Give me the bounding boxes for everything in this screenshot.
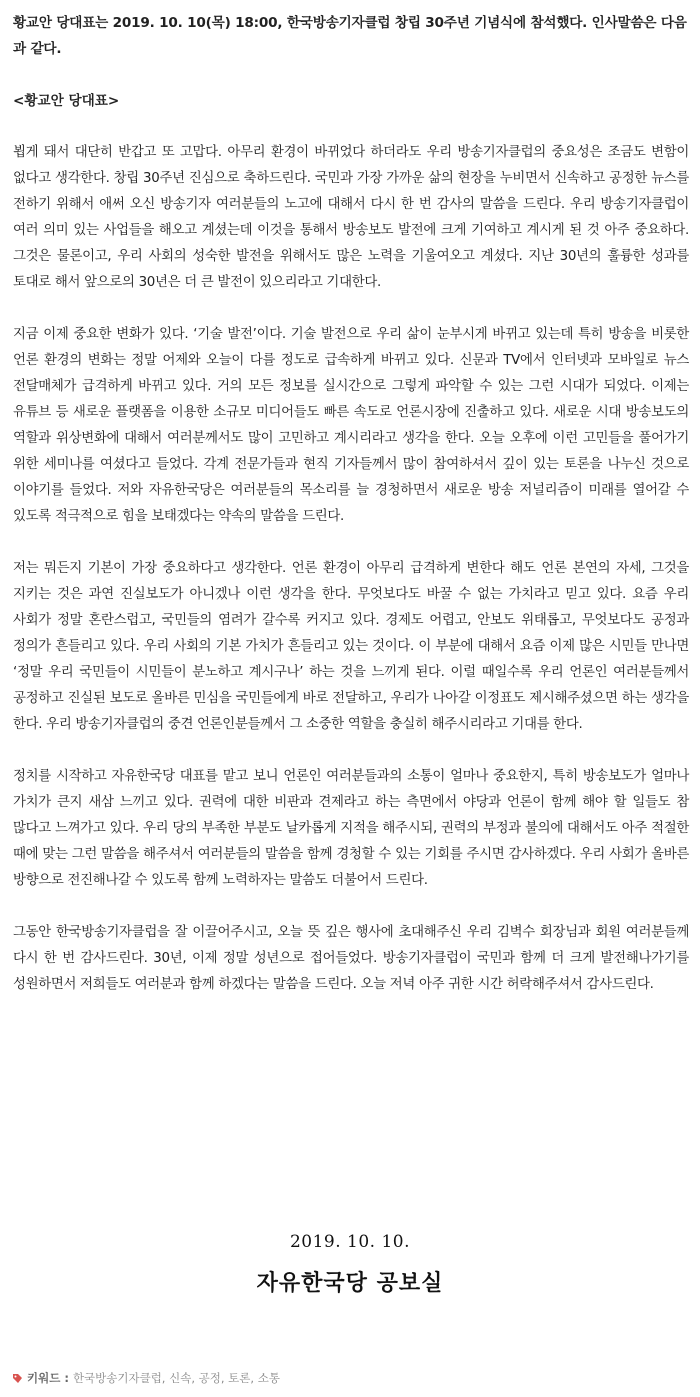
speech-paragraph-5: 그동안 한국방송기자클럽을 잘 이끌어주시고, 오늘 뜻 깊은 행사에 초대해주신 우리 김벽수 회장님과 회원 여러분들께 다시 한 번 감사드린다. 30년, 이제 정말 성년으로 접어들었다. 방송기자클럽이 국민과 함께 더 크게 발전해나가기를 성원하면서 저희들도 여러분과 함께 하겠다는 말씀을 드린다. 오늘 저녁 아주 귀한 시간 허락해주셔서 감사드린다. (13, 925, 689, 992)
keywords-label: 키워드 : (27, 1371, 69, 1385)
issuing-office: 자유한국당 공보실 (256, 1271, 444, 1296)
speech-paragraph-4: 정치를 시작하고 자유한국당 대표를 맡고 보니 언론인 여러분들과의 소통이 얼마나 중요한지, 특히 방송보도가 얼마나 가치가 큰지 새삼 느끼고 있다. 권력에 대한 비판과 견제라고 하는 측면에서 야당과 언론이 함께 해야 할 일들도 참 많다고 느껴가고 있다. 우리 당의 부족한 부분도 날카롭게 지적을 해주시되, 권력의 부정과 불의에 대해서도 아주 적절한 때에 맞는 그런 말씀을 해주셔서 여러분들의 말씀을 함께 경청할 수 있는 기회를 주시면 감사하겠다. 우리 사회가 올바른 방향으로 전진해나갈 수 있도록 함께 노력하자는 말씀도 더불어서 드린다. (13, 769, 689, 888)
keywords-row (12, 1370, 280, 1386)
press-release-body (13, 10, 689, 998)
intro-text: 황교안 당대표는 2019. 10. 10(목) 18:00, 한국방송기자클럽 창립 30주년 기념식에 참석했다. 인사말씀은 다음과 같다. (13, 15, 687, 57)
speech-paragraph-2: 지금 이제 중요한 변화가 있다. ‘기술 발전’이다. 기술 발전으로 우리 삶이 눈부시게 바뀌고 있는데 특히 방송을 비롯한 언론 환경의 변화는 정말 어제와 오늘이 다를 정도로 급속하게 바뀌고 있다. 신문과 TV에서 인터넷과 모바일로 뉴스 전달매체가 급격하게 바뀌고 있다. 거의 모든 정보를 실시간으로 그렇게 파악할 수 있는 그런 시대가 되었다. 이제는 유튜브 등 새로운 플랫폼을 이용한 소규모 미디어들도 빠른 속도로 언론시장에 진출하고 있다. 새로운 시대 방송보도의 역할과 위상변화에 대해서 여러분께서도 많이 고민하고 계시리라고 생각을 한다. 오늘 오후에 이런 고민들을 풀어가기 위한 세미나를 여셨다고 들었다. 각계 전문가들과 현직 기자들께서 많이 참여하셔서 깊이 있는 토론을 나누신 것으로 이야기를 들었다. 저와 자유한국당은 여러분들의 목소리를 늘 경청하면서 새로운 방송 저널리즘이 미래를 열어갈 수 있도록 적극적으로 힘을 보태겠다는 약속의 말씀을 드린다. (13, 327, 689, 524)
speech-paragraph-3: 저는 뭐든지 기본이 가장 중요하다고 생각한다. 언론 환경이 아무리 급격하게 변한다 해도 언론 본연의 자세, 그것을 지키는 것은 과연 진실보도가 아니겠나 이런 생각을 한다. 무엇보다도 바꿀 수 없는 가치라고 믿고 있다. 요즘 우리 사회가 정말 혼란스럽고, 국민들의 염려가 갈수록 커지고 있다. 경제도 어렵고, 안보도 위태롭고, 무엇보다도 공정과 정의가 흔들리고 있다. 우리 사회의 기본 가치가 흔들리고 있는 것이다. 이 부분에 대해서 요즘 이제 많은 시민들 만나면 ‘정말 우리 국민들이 시민들이 분노하고 계시구나’ 하는 것을 느끼게 된다. 이럴 때일수록 우리 언론인 여러분들께서 공정하고 진실된 보도로 올바른 민심을 국민들에게 바로 전달하고, 우리가 나아갈 이정표도 제시해주셨으면 하는 생각을 한다. 우리 방송기자클럽의 중견 언론인분들께서 그 소중한 역할을 충실히 해주시리라고 기대를 한다. (13, 561, 689, 732)
release-date: 2019. 10. 10. (289, 1232, 411, 1252)
speaker-heading: <황교안 당대표> (13, 93, 120, 109)
tag-icon (12, 1373, 23, 1384)
keywords-list[interactable]: 한국방송기자클럽, 신속, 공정, 토론, 소통 (72, 1371, 280, 1385)
speech-paragraph-1: 뵙게 돼서 대단히 반갑고 또 고맙다. 아무리 환경이 바뀌었다 하더라도 우리 방송기자클럽의 중요성은 조금도 변함이 없다고 생각한다. 창립 30주년 진심으로 축하드린다. 국민과 가장 가까운 삶의 현장을 누비면서 신속하고 공정한 뉴스를 전하기 위해서 애써 오신 방송기자 여러분들의 노고에 대해서 다시 한 번 감사의 말씀을 드린다. 우리 방송기자클럽이 여러 의미 있는 사업들을 해오고 계셨는데 이것을 통해서 방송보도 발전에 크게 기여하고 계시게 된 것 아주 중요하다. 그것은 물론이고, 우리 사회의 성숙한 발전을 위해서도 많은 노력을 기울여오고 계셨다. 지난 30년의 훌륭한 성과를 토대로 해서 앞으로의 30년은 더 큰 발전이 있으리라고 기대한다. (13, 145, 689, 290)
